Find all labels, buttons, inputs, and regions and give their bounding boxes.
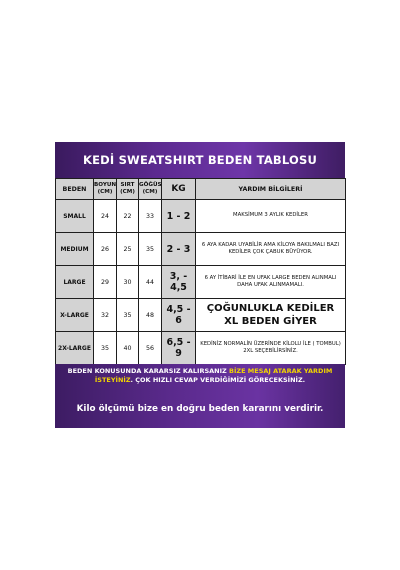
header-kg: KG (162, 179, 196, 200)
table-row (56, 233, 346, 266)
header-boyun-label: BOYUN (94, 182, 117, 188)
table-row (56, 200, 346, 233)
help-text: 6 AYA KADAR UYABİLİR AMA KİLOYA BAKILMALI BAZI KEDİLER ÇOK ÇABUK BÜYÜYOR. (196, 233, 346, 266)
gogus-value: 48 (139, 299, 162, 332)
help-text: MAKSİMUM 3 AYLIK KEDİLER (196, 200, 346, 233)
help-text: 6 AY İTİBARİ İLE EN UFAK LARGE BEDEN ALINMALI DAHA UFAK ALINMAMALI. (196, 266, 346, 299)
sirt-value: 35 (117, 299, 139, 332)
table-row (56, 266, 346, 299)
gogus-value: 35 (139, 233, 162, 266)
boyun-value: 35 (94, 332, 117, 365)
gogus-value: 44 (139, 266, 162, 299)
kg-value: 3, - 4,5 (162, 266, 196, 299)
sirt-value: 22 (117, 200, 139, 233)
sirt-value: 25 (117, 233, 139, 266)
notice-highlight: BİZE MESAJ ATARAK YARDIM İSTEYİNİZ (94, 367, 333, 384)
footer-motto: Kilo ölçümü bize en doğru beden kararını verdirir. (76, 404, 324, 414)
header-sirt-unit: (CM) (120, 189, 135, 195)
sirt-value: 30 (117, 266, 139, 299)
header-gogus (139, 179, 162, 200)
header-sirt-label: SIRT (120, 182, 135, 188)
table-row (56, 299, 346, 332)
size-chart (55, 142, 345, 428)
header-gogus-label: GÖĞÜS (139, 182, 162, 188)
size-table (55, 178, 346, 365)
size-label: X-LARGE (56, 299, 94, 332)
boyun-value: 26 (94, 233, 117, 266)
kg-value: 1 - 2 (162, 200, 196, 233)
header-boyun-unit: (CM) (97, 189, 113, 195)
gogus-value: 56 (139, 332, 162, 365)
footer-banner (55, 364, 345, 428)
help-notice (65, 367, 335, 385)
kg-value: 2 - 3 (162, 233, 196, 266)
header-beden: BEDEN (56, 179, 94, 200)
kg-value: 4,5 - 6 (162, 299, 196, 332)
size-label: 2X-LARGE (56, 332, 94, 365)
table-row (56, 332, 346, 365)
chart-title: KEDİ SWEATSHIRT BEDEN TABLOSU (55, 142, 345, 178)
kg-value: 6,5 - 9 (162, 332, 196, 365)
help-text: ÇOĞUNLUKLA KEDİLER XL BEDEN GİYER (196, 299, 346, 332)
header-sirt (117, 179, 139, 200)
boyun-value: 32 (94, 299, 117, 332)
size-label: SMALL (56, 200, 94, 233)
notice-text-start: BEDEN KONUSUNDA KARARSIZ KALIRSANIZ (67, 367, 230, 375)
size-label: MEDIUM (56, 233, 94, 266)
help-text: KEDİNİZ NORMALİN ÜZERİNDE KİLOLU İLE ( TOMBUL) 2XL SEÇEBİLİRSİNİZ. (196, 332, 346, 365)
boyun-value: 29 (94, 266, 117, 299)
header-gogus-unit: (CM) (142, 189, 158, 195)
notice-text-end: . ÇOK HIZLI CEVAP VERDİĞİMİZİ GÖRECEKSİNİZ. (130, 376, 306, 384)
gogus-value: 33 (139, 200, 162, 233)
sirt-value: 40 (117, 332, 139, 365)
boyun-value: 24 (94, 200, 117, 233)
header-yardim: YARDIM BİLGİLERİ (196, 179, 346, 200)
table-header-row (56, 179, 346, 200)
size-label: LARGE (56, 266, 94, 299)
header-boyun (94, 179, 117, 200)
